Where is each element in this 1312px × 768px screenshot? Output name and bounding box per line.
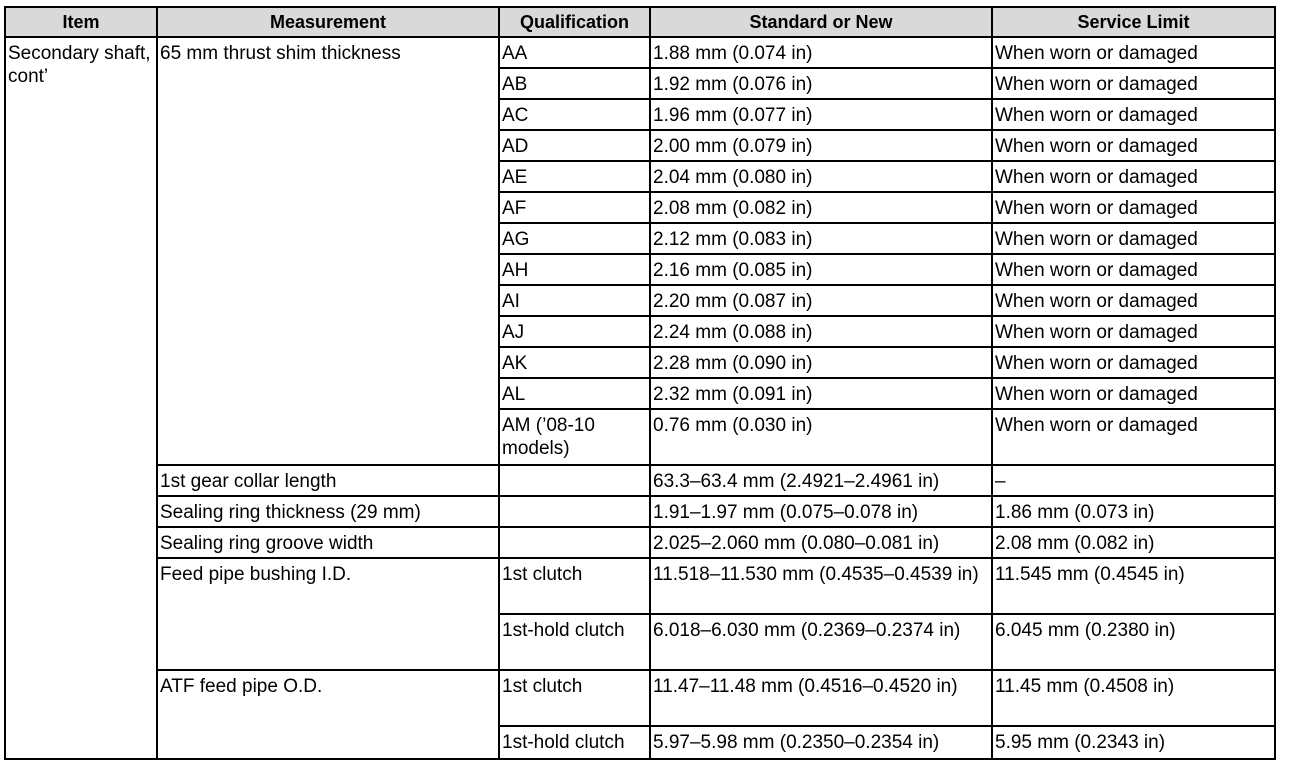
header-standard: Standard or New: [650, 7, 992, 37]
header-row: [5, 7, 1275, 37]
measurement-cell: Sealing ring groove width: [157, 527, 499, 558]
header-item: Item: [5, 7, 157, 37]
limit-cell: When worn or damaged: [992, 347, 1275, 378]
header-service-limit: Service Limit: [992, 7, 1275, 37]
standard-cell: 1.88 mm (0.074 in): [650, 37, 992, 68]
limit-cell: When worn or damaged: [992, 285, 1275, 316]
table-row: [5, 527, 1275, 558]
qualification-cell: 1st clutch: [499, 558, 650, 614]
standard-cell: 2.025–2.060 mm (0.080–0.081 in): [650, 527, 992, 558]
limit-cell: When worn or damaged: [992, 254, 1275, 285]
item-cell: Secondary shaft, cont’: [5, 37, 157, 759]
qualification-cell: AH: [499, 254, 650, 285]
table-row: [5, 37, 1275, 68]
standard-cell: 2.20 mm (0.087 in): [650, 285, 992, 316]
limit-cell: 2.08 mm (0.082 in): [992, 527, 1275, 558]
standard-cell: 0.76 mm (0.030 in): [650, 409, 992, 465]
qualification-cell: AF: [499, 192, 650, 223]
limit-cell: –: [992, 465, 1275, 496]
standard-cell: 2.08 mm (0.082 in): [650, 192, 992, 223]
table-row: [5, 558, 1275, 614]
standard-cell: 2.00 mm (0.079 in): [650, 130, 992, 161]
header-measurement: Measurement: [157, 7, 499, 37]
standard-cell: 2.16 mm (0.085 in): [650, 254, 992, 285]
standard-cell: 11.518–11.530 mm (0.4535–0.4539 in): [650, 558, 992, 614]
standard-cell: 2.04 mm (0.080 in): [650, 161, 992, 192]
qualification-cell: [499, 465, 650, 496]
limit-cell: When worn or damaged: [992, 68, 1275, 99]
qualification-cell: [499, 496, 650, 527]
limit-cell: When worn or damaged: [992, 130, 1275, 161]
limit-cell: When worn or damaged: [992, 378, 1275, 409]
limit-cell: 5.95 mm (0.2343 in): [992, 726, 1275, 759]
qualification-cell: AL: [499, 378, 650, 409]
qualification-cell: AG: [499, 223, 650, 254]
qualification-cell: AE: [499, 161, 650, 192]
standard-cell: 1.92 mm (0.076 in): [650, 68, 992, 99]
standard-cell: 2.32 mm (0.091 in): [650, 378, 992, 409]
table-row: [5, 496, 1275, 527]
qualification-cell: 1st-hold clutch: [499, 614, 650, 670]
standard-cell: 11.47–11.48 mm (0.4516–0.4520 in): [650, 670, 992, 726]
table-body: [5, 7, 1275, 759]
standard-cell: 1.96 mm (0.077 in): [650, 99, 992, 130]
limit-cell: When worn or damaged: [992, 223, 1275, 254]
limit-cell: When worn or damaged: [992, 161, 1275, 192]
limit-cell: 1.86 mm (0.073 in): [992, 496, 1275, 527]
specifications-table: [4, 6, 1276, 760]
limit-cell: When worn or damaged: [992, 409, 1275, 465]
limit-cell: 11.545 mm (0.4545 in): [992, 558, 1275, 614]
qualification-cell: AC: [499, 99, 650, 130]
measurement-cell: 1st gear collar length: [157, 465, 499, 496]
limit-cell: When worn or damaged: [992, 192, 1275, 223]
standard-cell: 2.24 mm (0.088 in): [650, 316, 992, 347]
limit-cell: 6.045 mm (0.2380 in): [992, 614, 1275, 670]
qualification-cell: AI: [499, 285, 650, 316]
table-row: [5, 670, 1275, 726]
standard-cell: 2.12 mm (0.083 in): [650, 223, 992, 254]
limit-cell: When worn or damaged: [992, 316, 1275, 347]
measurement-cell: Feed pipe bushing I.D.: [157, 558, 499, 670]
standard-cell: 5.97–5.98 mm (0.2350–0.2354 in): [650, 726, 992, 759]
measurement-cell: 65 mm thrust shim thickness: [157, 37, 499, 465]
table-row: [5, 465, 1275, 496]
standard-cell: 1.91–1.97 mm (0.075–0.078 in): [650, 496, 992, 527]
qualification-cell: [499, 527, 650, 558]
standard-cell: 63.3–63.4 mm (2.4921–2.4961 in): [650, 465, 992, 496]
measurement-cell: ATF feed pipe O.D.: [157, 670, 499, 759]
standard-cell: 6.018–6.030 mm (0.2369–0.2374 in): [650, 614, 992, 670]
standard-cell: 2.28 mm (0.090 in): [650, 347, 992, 378]
qualification-cell: AK: [499, 347, 650, 378]
limit-cell: When worn or damaged: [992, 99, 1275, 130]
qualification-cell: AB: [499, 68, 650, 99]
qualification-cell: AA: [499, 37, 650, 68]
qualification-cell: AJ: [499, 316, 650, 347]
limit-cell: 11.45 mm (0.4508 in): [992, 670, 1275, 726]
qualification-cell: AM (’08-10 models): [499, 409, 650, 465]
qualification-cell: 1st clutch: [499, 670, 650, 726]
qualification-cell: AD: [499, 130, 650, 161]
qualification-cell: 1st-hold clutch: [499, 726, 650, 759]
measurement-cell: Sealing ring thickness (29 mm): [157, 496, 499, 527]
header-qualification: Qualification: [499, 7, 650, 37]
limit-cell: When worn or damaged: [992, 37, 1275, 68]
